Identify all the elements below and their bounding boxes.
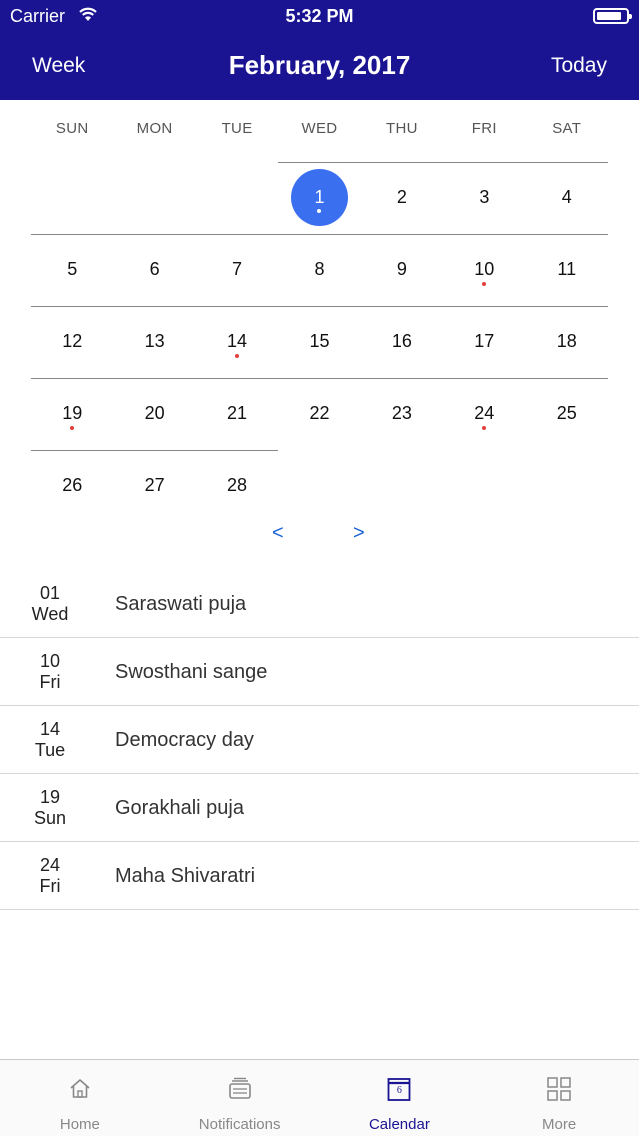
day-number: 4 (561, 187, 572, 207)
tab-label: Notifications (198, 1116, 281, 1133)
event-dot-indicator (235, 354, 239, 358)
tab-bar (0, 1059, 639, 1136)
day-cell[interactable] (113, 378, 195, 450)
weekday-label: MON (136, 120, 173, 137)
event-title: Swosthani sange (115, 661, 268, 683)
day-number: 24 (474, 403, 495, 423)
weekday-label: FRI (471, 120, 497, 137)
day-number: 20 (144, 403, 165, 423)
day-cell[interactable] (113, 450, 195, 522)
day-cell[interactable] (196, 450, 278, 522)
day-number: 28 (227, 475, 248, 495)
day-cell[interactable] (361, 162, 443, 234)
tab-label: Home (59, 1116, 100, 1133)
event-day: 10 (39, 651, 61, 671)
event-day: 19 (39, 787, 61, 807)
day-cell[interactable] (31, 378, 113, 450)
event-title: Saraswati puja (115, 593, 247, 615)
day-number: 7 (232, 259, 243, 279)
tab-calendar[interactable] (320, 1060, 480, 1136)
tab-label: More (542, 1116, 577, 1133)
week-row (31, 450, 608, 522)
day-number: 13 (144, 331, 165, 351)
page-title: February, 2017 (228, 50, 411, 80)
month-pager (0, 522, 639, 552)
day-cell[interactable] (278, 234, 360, 306)
week-button[interactable]: Week (32, 54, 86, 77)
top-bar (0, 0, 639, 100)
day-cell[interactable] (196, 306, 278, 378)
weekday-label: WED (301, 120, 338, 137)
week-row (31, 378, 608, 450)
event-weekday: Fri (39, 876, 61, 896)
day-number: 23 (391, 403, 412, 423)
day-number: 15 (309, 331, 330, 351)
calendar-icon-date: 6 (396, 1085, 402, 1096)
event-date (0, 855, 100, 897)
day-number: 27 (144, 475, 165, 495)
day-cell[interactable] (526, 162, 608, 234)
event-date (0, 583, 100, 625)
event-day: 01 (39, 583, 61, 603)
day-number: 19 (62, 403, 83, 423)
week-row (31, 162, 608, 234)
day-number: 26 (62, 475, 83, 495)
day-number: 6 (149, 259, 160, 279)
status-bar (0, 0, 639, 34)
tab-label: Calendar (368, 1116, 430, 1133)
day-cell[interactable] (113, 306, 195, 378)
day-number: 9 (396, 259, 407, 279)
status-time: 5:32 PM (285, 6, 354, 26)
notifications-icon (227, 1076, 253, 1102)
event-row[interactable] (0, 638, 639, 706)
today-button[interactable]: Today (550, 54, 607, 77)
prev-month-button[interactable]: < (272, 522, 284, 544)
day-cell[interactable] (278, 306, 360, 378)
event-day: 24 (39, 855, 61, 875)
grid-icon (546, 1076, 572, 1102)
day-cell[interactable] (443, 234, 525, 306)
day-number: 25 (556, 403, 577, 423)
empty-cell (278, 450, 360, 522)
event-date (0, 787, 100, 829)
empty-cell (31, 162, 113, 234)
day-cell[interactable] (443, 306, 525, 378)
week-row (31, 234, 608, 306)
weekday-label: TUE (221, 120, 253, 137)
event-title: Gorakhali puja (115, 797, 244, 819)
day-number: 18 (556, 331, 577, 351)
event-dot-indicator (482, 426, 486, 430)
event-title: Maha Shivaratri (115, 865, 256, 887)
day-number: 8 (314, 259, 325, 279)
day-number: 14 (227, 331, 248, 351)
event-weekday: Tue (34, 740, 66, 760)
day-cell[interactable] (31, 234, 113, 306)
day-number: 1 (314, 187, 325, 207)
event-weekday: Sun (33, 808, 67, 828)
empty-cell (113, 162, 195, 234)
day-cell[interactable] (196, 378, 278, 450)
day-cell[interactable] (443, 378, 525, 450)
day-cell[interactable] (526, 234, 608, 306)
day-number: 22 (309, 403, 330, 423)
event-day: 14 (39, 719, 61, 739)
day-number: 17 (474, 331, 495, 351)
tab-home[interactable] (0, 1060, 160, 1136)
empty-cell (443, 450, 525, 522)
day-cell[interactable] (278, 378, 360, 450)
event-weekday: Wed (31, 604, 69, 624)
event-title: Democracy day (115, 729, 254, 751)
event-date (0, 719, 100, 761)
month-grid (31, 162, 608, 522)
weekday-label: THU (386, 120, 418, 137)
tab-more[interactable] (479, 1060, 639, 1136)
event-weekday: Fri (39, 672, 61, 692)
day-cell[interactable] (526, 378, 608, 450)
event-date (0, 651, 100, 693)
weekday-label: SAT (552, 120, 582, 137)
event-row[interactable] (0, 842, 639, 910)
day-cell[interactable] (361, 306, 443, 378)
empty-cell (196, 162, 278, 234)
day-number: 12 (62, 331, 83, 351)
carrier-label: Carrier (10, 6, 66, 26)
day-number: 11 (557, 259, 577, 279)
event-row[interactable] (0, 774, 639, 842)
day-number: 16 (391, 331, 412, 351)
event-row[interactable] (0, 570, 639, 638)
day-cell[interactable] (361, 234, 443, 306)
week-row (31, 306, 608, 378)
day-cell[interactable] (31, 306, 113, 378)
day-cell[interactable] (278, 162, 360, 234)
day-cell[interactable] (196, 234, 278, 306)
empty-cell (526, 450, 608, 522)
day-cell[interactable] (113, 234, 195, 306)
day-cell[interactable] (443, 162, 525, 234)
empty-cell (361, 450, 443, 522)
calendar-icon (386, 1076, 412, 1102)
next-month-button[interactable]: > (353, 522, 365, 544)
event-dot-indicator (70, 426, 74, 430)
day-number: 5 (67, 259, 78, 279)
home-icon (67, 1076, 93, 1102)
day-number: 10 (474, 259, 495, 279)
day-number: 3 (479, 187, 490, 207)
weekday-header (31, 120, 608, 142)
day-number: 2 (396, 187, 407, 207)
event-row[interactable] (0, 706, 639, 774)
weekday-label: SUN (55, 120, 89, 137)
event-list (0, 570, 639, 910)
day-cell[interactable] (31, 450, 113, 522)
event-dot-indicator (482, 282, 486, 286)
tab-notifications[interactable] (160, 1060, 320, 1136)
day-cell[interactable] (361, 378, 443, 450)
day-cell[interactable] (526, 306, 608, 378)
battery-icon (593, 8, 629, 24)
day-number: 21 (227, 403, 248, 423)
